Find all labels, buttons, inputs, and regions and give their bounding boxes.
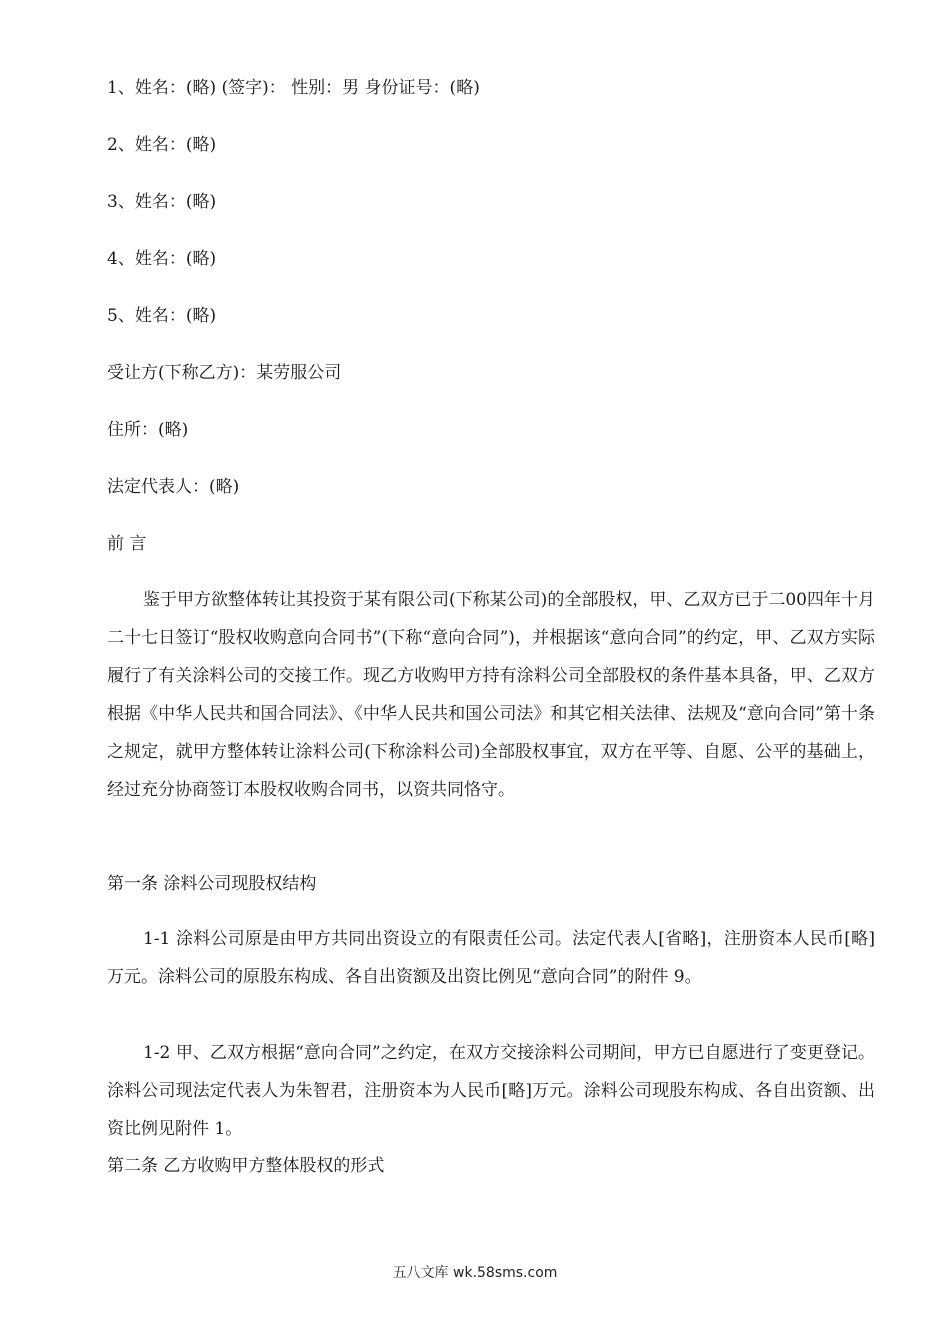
clause-1-2: 1-2 甲、乙双方根据“意向合同”之约定，在双方交接涂料公司期间，甲方已自愿进行了变更登记。涂料公司现法定代表人为朱智君，注册资本为人民币[略]万元。涂料公司现股东构成、各自出资额、出资比例见附件 1。	[107, 1043, 875, 1139]
clause-1-1: 1-1 涂料公司原是由甲方共同出资设立的有限责任公司。法定代表人[省略]，注册资本人民币[略]万元。涂料公司的原股东构成、各自出资额及出资比例见“意向合同”的附件 9。	[107, 929, 875, 987]
party-b-representative: 法定代表人：(略)	[107, 477, 240, 497]
party-b-address: 住所：(略)	[107, 420, 189, 440]
party-a-member-5: 5、姓名：(略)	[107, 306, 217, 326]
article-2-heading: 第二条 乙方收购甲方整体股权的形式	[107, 1156, 385, 1176]
party-b-name: 受让方(下称乙方)：某劳服公司	[107, 363, 342, 383]
preface-body: 鉴于甲方欲整体转让其投资于某有限公司(下称某公司)的全部股权，甲、乙双方已于二00四年十月二十七日签订“股权收购意向合同书”(下称“意向合同”)，并根据该“意向合同”的约定，甲、乙双方实际履行了有关涂料公司的交接工作。现乙方收购甲方持有涂料公司全部股权的条件基本具备，甲、乙双方根据《中华人民共和国合同法》、《中华人民共和国公司法》和其它相关法律、法规及“意向合同”第十条之规定，就甲方整体转让涂料公司(下称涂料公司)全部股权事宜，双方在平等、自愿、公平的基础上，经过充分协商签订本股权收购合同书，以资共同恪守。	[107, 590, 875, 800]
footer-watermark: 五八文库 wk.58sms.com	[392, 1265, 558, 1281]
article-1-heading: 第一条 涂料公司现股权结构	[107, 874, 317, 894]
preface-heading: 前 言	[107, 534, 147, 554]
party-a-member-1: 1、姓名：(略) (签字)： 性别：男 身份证号：(略)	[107, 78, 480, 98]
party-a-member-2: 2、姓名：(略)	[107, 135, 217, 155]
party-a-member-3: 3、姓名：(略)	[107, 192, 217, 212]
party-a-member-4: 4、姓名：(略)	[107, 249, 217, 269]
